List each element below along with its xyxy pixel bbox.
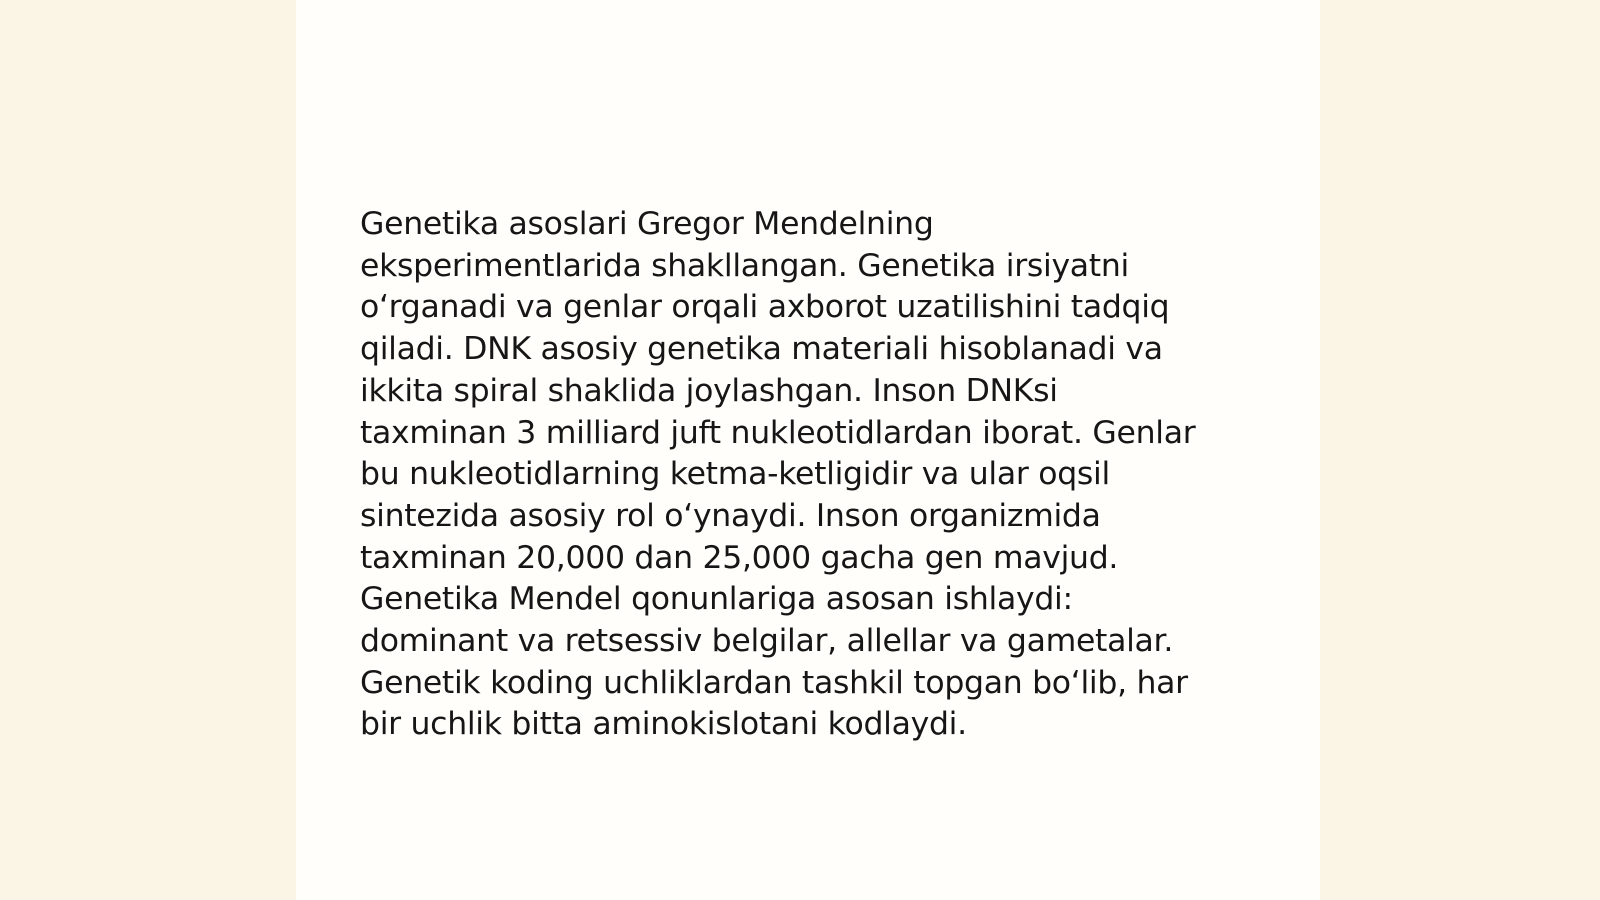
text-line: eksperimentlarida shakllangan. Genetika irsiyatni [360,247,1129,284]
text-line: bir uchlik bitta aminokislotani kodlaydi. [360,706,967,743]
text-line: ikkita spiral shaklida joylashgan. Inson DNKsi [360,372,1058,409]
text-line: bu nukleotidlarning ketma-ketligidir va ular oqsil [360,456,1110,493]
text-line: dominant va retsessiv belgilar, allellar va gametalar. [360,623,1174,660]
document-page [296,0,1320,900]
text-line: Genetika asoslari Gregor Mendelning [360,206,934,242]
text-line: taxminan 20,000 dan 25,000 gacha gen mavjud. [360,539,1119,576]
text-line: Genetika Mendel qonunlariga asosan ishlaydi: [360,581,1073,618]
text-line: qiladi. DNK asosiy genetika materiali hisoblanadi va [360,331,1163,368]
text-line: taxminan 3 milliard juft nukleotidlardan iborat. Genlar [360,414,1196,451]
text-line: Genetik koding uchliklardan tashkil topgan bo‘lib, har [360,664,1188,701]
right-margin-panel [1320,0,1600,900]
left-margin-panel [0,0,296,900]
body-paragraph [360,204,1260,746]
text-line: o‘rganadi va genlar orqali axborot uzatilishini tadqiq [360,289,1170,326]
text-line: sintezida asosiy rol o‘ynaydi. Inson organizmida [360,497,1101,534]
